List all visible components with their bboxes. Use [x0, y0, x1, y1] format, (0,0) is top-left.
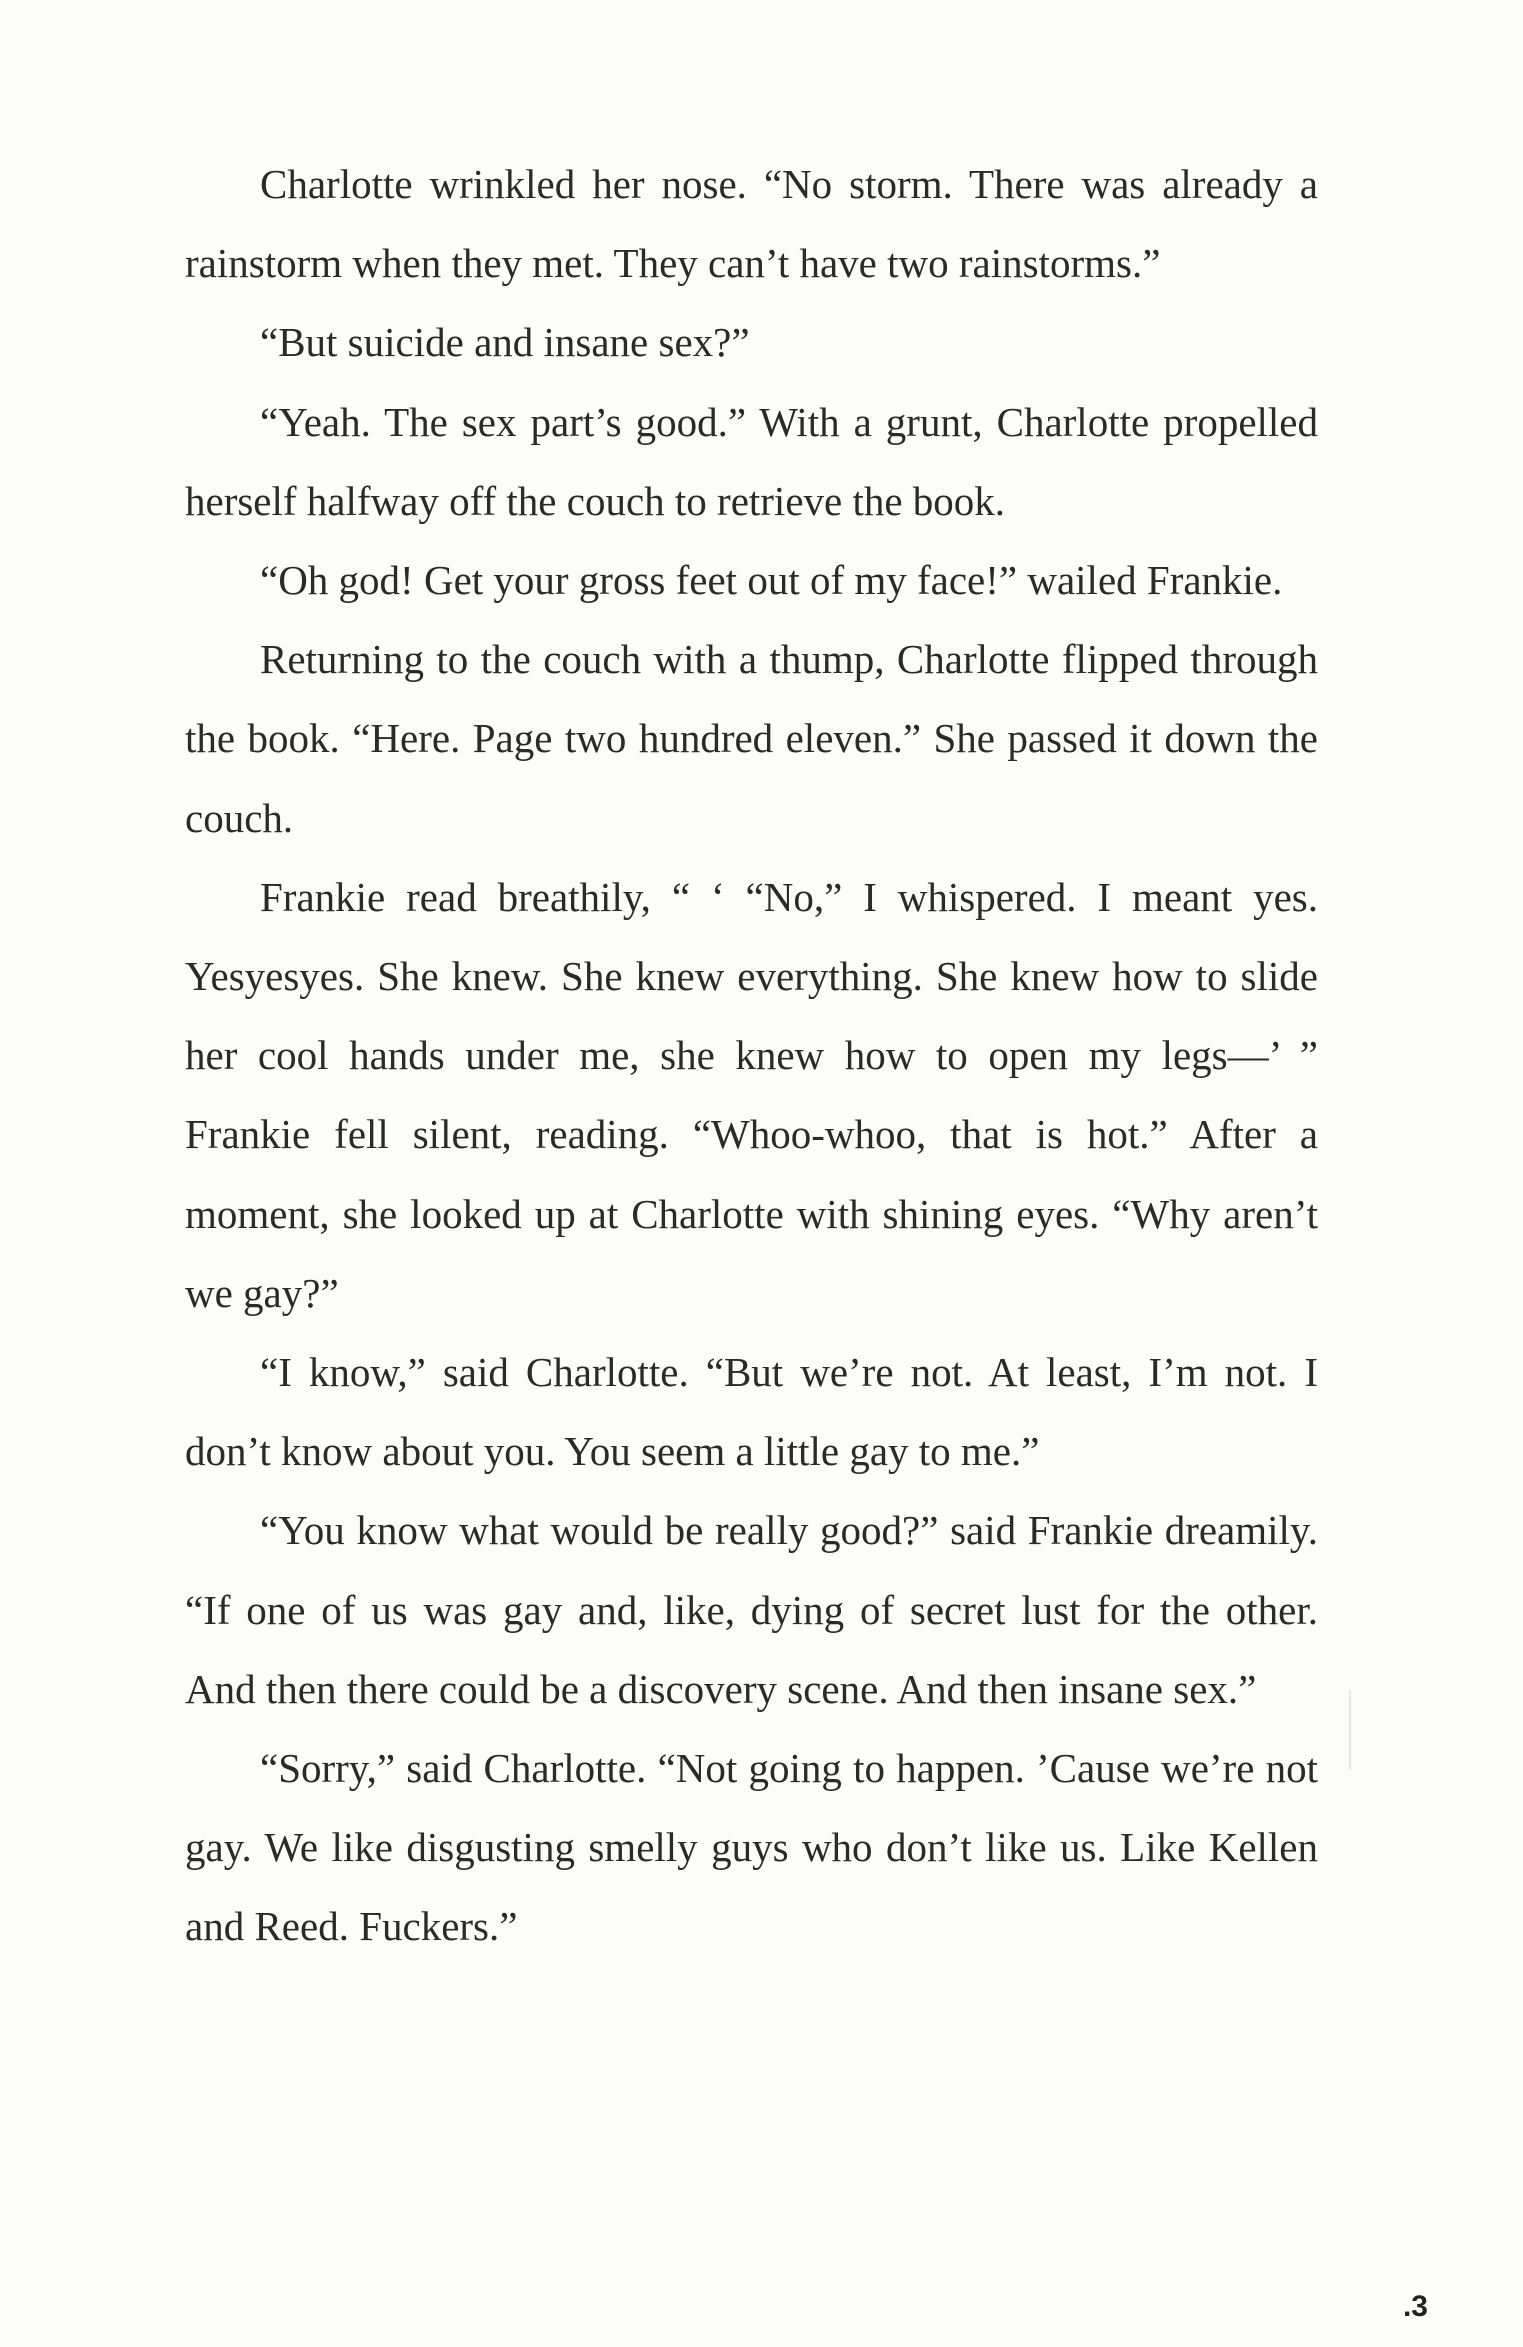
paragraph-8: “You know what would be really good?” said Frankie dreamily. “If one of us was gay and, like, dying of secret lust for the other. And then there could be a discovery scene. And then insane sex.”: [185, 1507, 1318, 1712]
paragraph-5: Returning to the couch with a thump, Charlotte flipped through the book. “Here. Page two hundred eleven.” She passed it down the couch.: [185, 636, 1318, 841]
paragraph-3: “Yeah. The sex part’s good.” With a grunt, Charlotte propelled herself halfway off the couch to retrieve the book.: [185, 398, 1318, 524]
paragraph-7: “I know,” said Charlotte. “But we’re not. At least, I’m not. I don’t know about you. You seem a little gay to me.”: [185, 1349, 1318, 1475]
page-number: .3: [1402, 2290, 1428, 2323]
paragraph-9: “Sorry,” said Charlotte. “Not going to happen. ’Cause we’re not gay. We like disgusting smelly guys who don’t like us. Like Kellen and Reed. Fuckers.”: [185, 1745, 1318, 1950]
paragraph-2: “But suicide and insane sex?”: [260, 319, 750, 366]
body-text: [185, 145, 1318, 1967]
paragraph-6: Frankie read breathily, “ ‘ “No,” I whispered. I meant yes. Yesyesyes. She knew. She knew everything. She knew how to slide her cool hands under me, she knew how to open my legs—’ ” Frankie fell silent, reading. “Whoo-whoo, that is hot.” After a moment, she looked up at Charlotte with shining eyes. “Why aren’t we gay?”: [185, 873, 1318, 1316]
paragraph-4: “Oh god! Get your gross feet out of my face!” wailed Frankie.: [260, 557, 1283, 604]
page-crease: [1349, 1690, 1351, 1770]
paragraph-1: Charlotte wrinkled her nose. “No storm. There was already a rainstorm when they met. They can’t have two rainstorms.”: [185, 161, 1318, 287]
